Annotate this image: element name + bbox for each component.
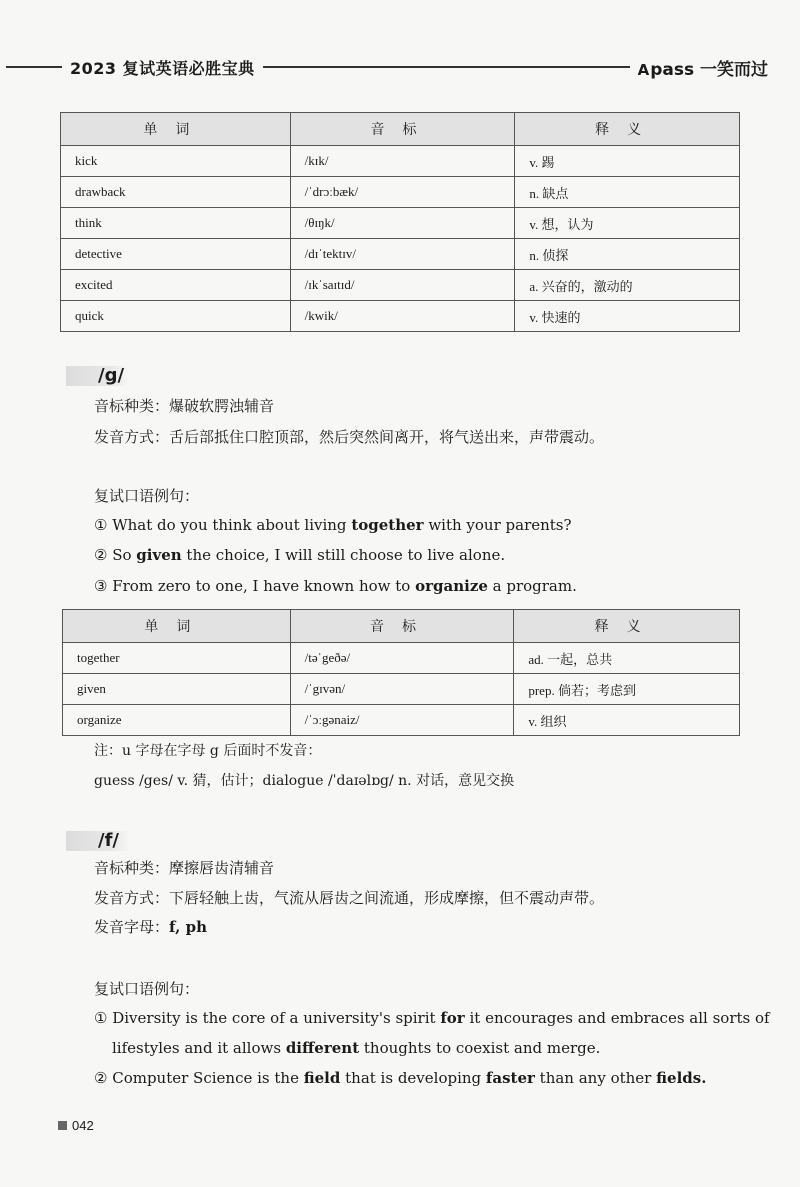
example-text: From zero to one, I have known how to (107, 577, 416, 595)
table-row (61, 146, 740, 177)
book-title: 2023 复试英语必胜宝典 (70, 58, 255, 78)
note-examples-line: guess /ges/ v. 猜，估计；dialogue /ˈdaɪəlɒg/ n. 对话，意见交换 (94, 773, 515, 789)
example-text: lifestyles and it allows (112, 1039, 286, 1057)
phonetic-cell: /ˈgɪvən/ (290, 674, 514, 705)
example-keyword: faster (485, 1069, 535, 1087)
example-keyword: together (351, 516, 424, 534)
phonetic-cell: /kɪk/ (290, 146, 515, 177)
table-row (63, 705, 740, 736)
example-text: What do you think about living (107, 516, 352, 534)
phonetic-cell: /ɪkˈsaɪtɪd/ (290, 270, 515, 301)
example-keyword: field (303, 1069, 341, 1087)
phonetic-cell: /ˈɔːgənaiz/ (290, 705, 514, 736)
example-keyword: for (440, 1009, 465, 1027)
meaning-cell: prep. 倘若；考虑到 (514, 674, 740, 705)
example-sentence (94, 546, 505, 564)
example-sentence-continued (112, 1039, 600, 1057)
example-text: the choice, I will still choose to live alone. (181, 546, 506, 564)
sound-letters-label: 发音字母： (94, 918, 170, 936)
sound-method-line (94, 887, 604, 908)
header-word: 单词 (63, 610, 291, 643)
table-row (61, 270, 740, 301)
sound-type-label: 音标种类： (94, 397, 170, 415)
examples-heading: 复试口语例句： (94, 980, 200, 998)
meaning-cell: a. 兴奋的，激动的 (515, 270, 740, 301)
example-sentence (94, 516, 572, 534)
header-phonetic: 音标 (290, 113, 515, 146)
section-title-g: /g/ (98, 365, 125, 386)
meaning-cell: n. 侦探 (515, 239, 740, 270)
sound-method-label: 发音方式： (94, 889, 170, 907)
table-row (61, 177, 740, 208)
example-number: ② (94, 546, 108, 564)
table-header-row (63, 610, 740, 643)
section-title-f: /f/ (98, 830, 119, 851)
example-text: with your parents? (423, 516, 572, 534)
meaning-cell: n. 缺点 (515, 177, 740, 208)
word-cell: excited (61, 270, 291, 301)
example-keyword: organize (415, 577, 488, 595)
sound-method-value: 下唇轻触上齿，气流从唇齿之间流通，形成摩擦，但不震动声带。 (169, 889, 605, 907)
example-sentence (94, 1069, 706, 1087)
sound-type-line (94, 857, 274, 878)
example-number: ① (94, 1009, 108, 1027)
example-sentence (94, 1009, 770, 1027)
word-cell: together (63, 643, 291, 674)
example-text: than any other (534, 1069, 657, 1087)
sound-type-value: 爆破软腭浊辅音 (169, 397, 275, 415)
brand-logo (638, 55, 768, 80)
sound-letters-line (94, 916, 207, 937)
table-row (61, 239, 740, 270)
header-rule-middle (263, 66, 630, 68)
page-marker-square (58, 1121, 67, 1130)
phonetic-cell: /θɪŋk/ (290, 208, 515, 239)
header-meaning: 释义 (515, 113, 740, 146)
header-phonetic: 音标 (290, 610, 514, 643)
word-cell: organize (63, 705, 291, 736)
phonetic-cell: /təˈgeðə/ (290, 643, 514, 674)
example-keyword: fields. (656, 1069, 707, 1087)
example-text: thoughts to coexist and merge. (359, 1039, 601, 1057)
example-text: a program. (487, 577, 577, 595)
word-cell: kick (61, 146, 291, 177)
brand-mark: A (637, 60, 650, 79)
sound-letters-value: f, ph (169, 918, 207, 936)
meaning-cell: v. 组织 (514, 705, 740, 736)
brand-text: pass 一笑而过 (650, 59, 768, 80)
meaning-cell: ad. 一起，总共 (514, 643, 740, 674)
sound-type-value: 摩擦唇齿清辅音 (169, 859, 275, 877)
word-cell: drawback (61, 177, 291, 208)
example-text: that is developing (340, 1069, 486, 1087)
word-cell: think (61, 208, 291, 239)
table-header-row (61, 113, 740, 146)
page-header (0, 52, 800, 82)
sound-method-value: 舌后部抵住口腔顶部，然后突然间离开，将气送出来，声带震动。 (169, 428, 605, 446)
example-keyword: different (285, 1039, 360, 1057)
phonetic-cell: /dɪˈtektɪv/ (290, 239, 515, 270)
phonetic-cell: /ˈdrɔːbæk/ (290, 177, 515, 208)
table-row (61, 301, 740, 332)
table-row (63, 643, 740, 674)
example-text: So (107, 546, 137, 564)
example-text: it encourages and embraces all sorts of (464, 1009, 770, 1027)
example-sentence (94, 577, 577, 595)
page-footer (58, 1118, 94, 1133)
example-keyword: given (136, 546, 182, 564)
vocab-table-g (62, 609, 740, 736)
meaning-cell: v. 踢 (515, 146, 740, 177)
example-number: ② (94, 1069, 108, 1087)
word-cell: detective (61, 239, 291, 270)
example-number: ① (94, 516, 108, 534)
example-text: Diversity is the core of a university's spirit (107, 1009, 441, 1027)
example-text: Computer Science is the (107, 1069, 304, 1087)
header-meaning: 释义 (514, 610, 740, 643)
examples-heading: 复试口语例句： (94, 487, 200, 505)
header-word: 单词 (61, 113, 291, 146)
table-row (61, 208, 740, 239)
sound-method-line (94, 426, 604, 447)
sound-type-line (94, 395, 274, 416)
page-number: 042 (72, 1118, 94, 1133)
example-number: ③ (94, 577, 108, 595)
sound-method-label: 发音方式： (94, 428, 170, 446)
sound-type-label: 音标种类： (94, 859, 170, 877)
header-rule-left (6, 66, 62, 68)
word-cell: given (63, 674, 291, 705)
vocab-table-k (60, 112, 740, 332)
phonetic-cell: /kwik/ (290, 301, 515, 332)
table-row (63, 674, 740, 705)
meaning-cell: v. 想，认为 (515, 208, 740, 239)
meaning-cell: v. 快速的 (515, 301, 740, 332)
word-cell: quick (61, 301, 291, 332)
note-line: 注：u 字母在字母 g 后面时不发音： (94, 743, 322, 759)
